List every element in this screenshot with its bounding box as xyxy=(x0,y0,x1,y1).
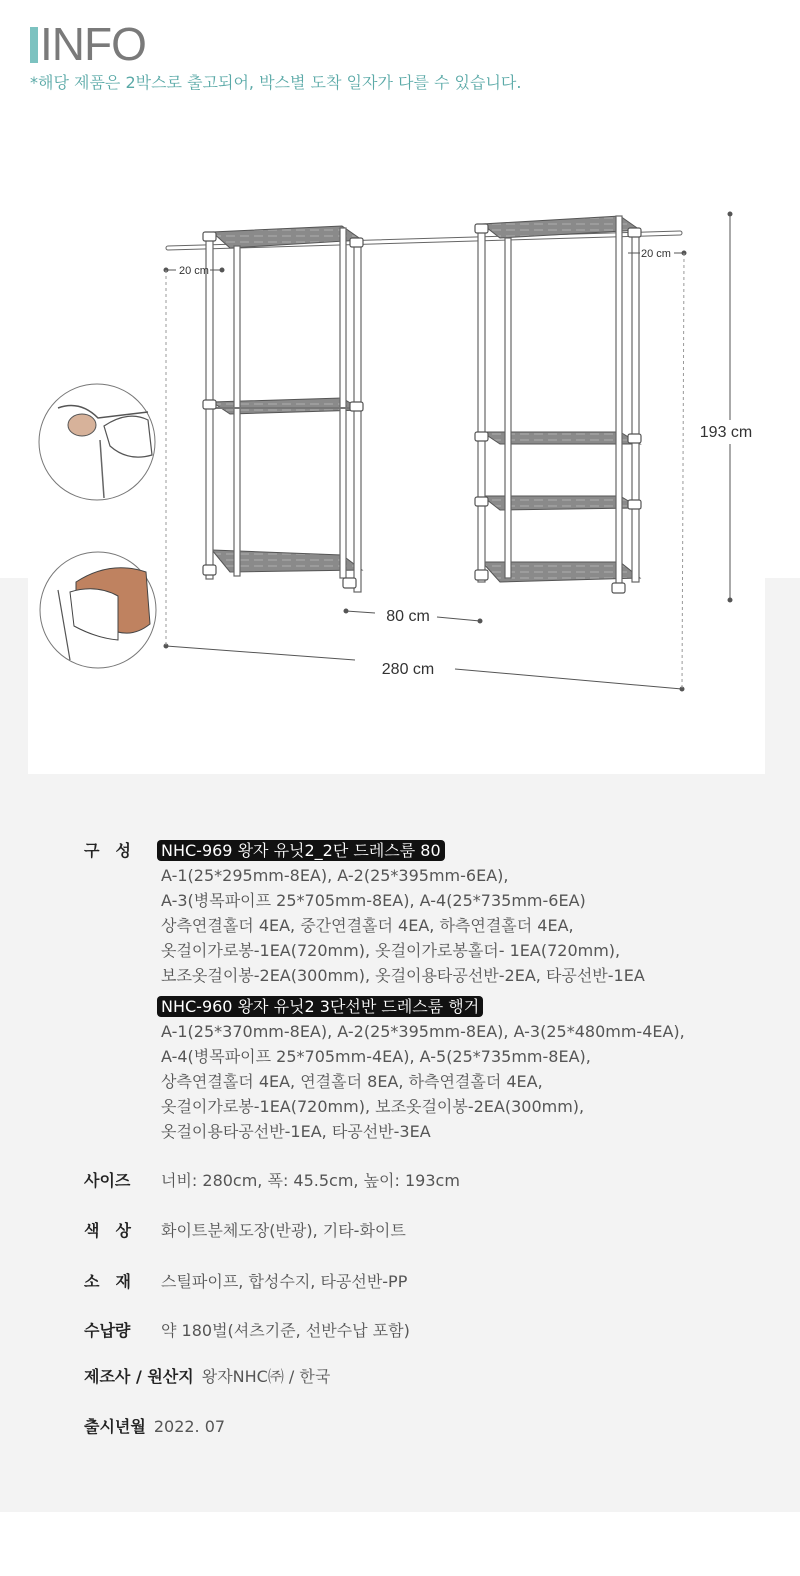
product1-line: A-1(25*295mm-8EA), A-2(25*395mm-6EA), xyxy=(161,866,509,885)
shipping-note: *해당 제품은 2박스로 출고되어, 박스별 도착 일자가 다를 수 있습니다. xyxy=(30,73,522,92)
info-accent-bar xyxy=(30,27,38,63)
holder-detail-circle xyxy=(39,384,155,500)
dimension-lines xyxy=(164,212,732,691)
product1-line: A-3(병목파이프 25*705mm-8EA), A-4(25*735mm-6EA) xyxy=(161,891,586,910)
product2-line: 옷걸이가로봉-1EA(720mm), 보조옷걸이봉-2EA(300mm), xyxy=(161,1097,585,1116)
dim-left-offset-label: 20 cm xyxy=(179,265,209,277)
material-value: 스틸파이프, 합성수지, 타공선반-PP xyxy=(161,1272,408,1291)
base-detail-circle xyxy=(40,552,156,668)
size-label: 사이즈 xyxy=(84,1171,131,1190)
dim-right-offset-label: 20 cm xyxy=(641,248,671,260)
capacity-label: 수납량 xyxy=(84,1321,131,1340)
maker-label: 제조사 / 원산지 xyxy=(84,1367,194,1386)
dim-height-label: 193 cm xyxy=(699,424,753,441)
release-label: 출시년월 xyxy=(84,1417,146,1436)
product2-line: A-4(병목파이프 25*705mm-4EA), A-5(25*735mm-8EA), xyxy=(161,1047,591,1066)
product-diagram xyxy=(0,180,800,700)
composition-value xyxy=(161,838,685,1144)
product1-line: 보조옷걸이봉-2EA(300mm), 옷걸이용타공선반-2EA, 타공선반-1EA xyxy=(161,966,645,985)
color-label: 색 상 xyxy=(84,1221,131,1240)
product1-line: 옷걸이가로봉-1EA(720mm), 옷걸이가로봉홀더- 1EA(720mm), xyxy=(161,941,621,960)
color-value: 화이트분체도장(반광), 기타-화이트 xyxy=(161,1221,406,1240)
left-rack-unit xyxy=(203,226,363,592)
product2-line: A-1(25*370mm-8EA), A-2(25*395mm-8EA), A-3(25*480mm-4EA), xyxy=(161,1022,685,1041)
composition-label: 구 성 xyxy=(84,841,131,860)
product2-name-badge: NHC-960 왕자 유닛2 3단선반 드레스룸 행거 xyxy=(157,996,483,1017)
right-rack-unit xyxy=(475,216,641,593)
product2-line: 상측연결홀더 4EA, 연결홀더 8EA, 하측연결홀더 4EA, xyxy=(161,1072,543,1091)
info-title: INFO xyxy=(40,18,146,70)
release-value: 2022. 07 xyxy=(153,1417,226,1436)
capacity-value: 약 180벌(셔츠기준, 선반수납 포함) xyxy=(161,1321,410,1340)
product1-name-badge: NHC-969 왕자 유닛2_2단 드레스룸 80 xyxy=(157,840,445,861)
material-label: 소 재 xyxy=(84,1272,131,1291)
spec-maker xyxy=(84,1364,764,1389)
maker-value: 왕자NHC㈜ / 한국 xyxy=(201,1367,331,1386)
dim-gap-label: 80 cm xyxy=(386,608,430,625)
product1-line: 상측연결홀더 4EA, 중간연결홀더 4EA, 하측연결홀더 4EA, xyxy=(161,916,574,935)
size-value: 너비: 280cm, 폭: 45.5cm, 높이: 193cm xyxy=(161,1171,460,1190)
spec-release xyxy=(84,1414,764,1439)
dim-total-width-label: 280 cm xyxy=(381,661,435,678)
product2-line: 옷걸이용타공선반-1EA, 타공선반-3EA xyxy=(161,1122,431,1141)
